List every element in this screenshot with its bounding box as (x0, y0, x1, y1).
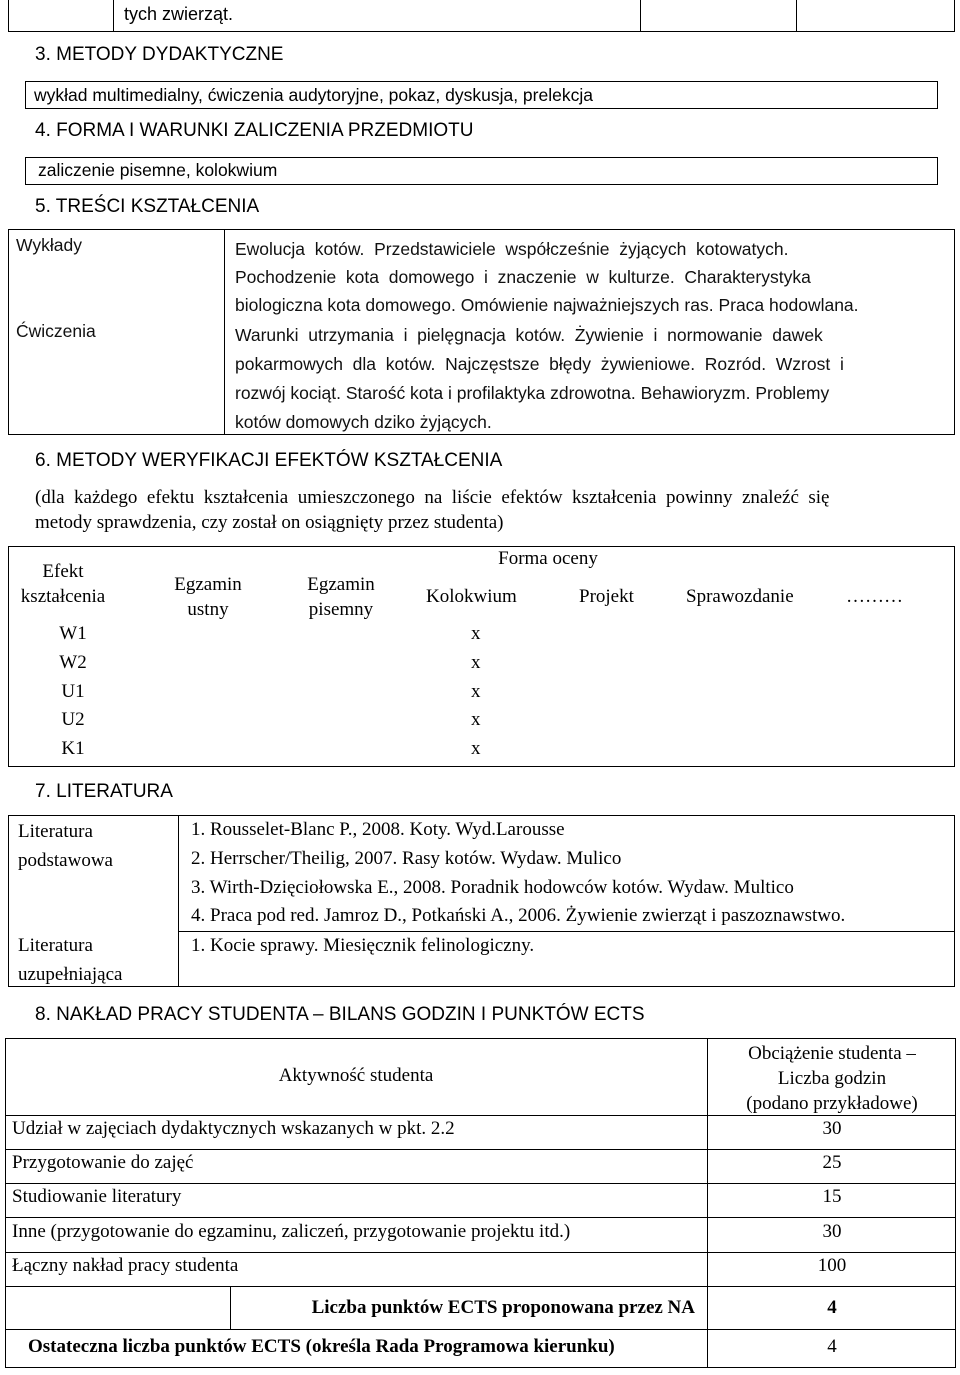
workload-hours: 15 (822, 1186, 842, 1207)
section5-table (8, 229, 955, 435)
workload-hours: 100 (817, 1255, 847, 1276)
basic-literature-label: Literatura podstawowa (18, 821, 113, 871)
workload-hours: 25 (822, 1152, 842, 1173)
section4-content (25, 157, 938, 185)
row-effect: U2 (61, 709, 85, 730)
section4-text: zaliczenie pisemne, kolokwium (38, 160, 278, 180)
row-colloquium: x (471, 623, 481, 644)
workload-activity: Udział w zajęciach dydaktycznych wskazanych w pkt. 2.2 (12, 1118, 455, 1139)
lectures-line: Ewolucja kotów. Przedstawiciele współcześnie żyjących kotowatych. (235, 239, 789, 259)
row-colloquium: x (471, 709, 481, 730)
col-load-header: Obciążenie studenta – Liczba godzin (podano przykładowe) (746, 1043, 918, 1114)
exercises-content (235, 321, 943, 437)
section6-note (35, 485, 935, 535)
literature-item: 2. Herrscher/Theilig, 2007. Rasy kotów. Wydaw. Mulico (191, 847, 622, 869)
top-row (8, 0, 955, 32)
section3-content (25, 81, 938, 109)
col-colloquium-header: Kolokwium (426, 586, 517, 607)
extra-literature-item: 1. Kocie sprawy. Miesięcznik felinologiczny. (191, 935, 535, 956)
exercises-line: pokarmowych dla kotów. Najczęstsze błędy żywieniowe. Rozród. Wzrost i (235, 354, 844, 374)
basic-literature-list (191, 816, 845, 931)
note-line: metody sprawdzenia, czy został on osiągnięty przez studenta) (35, 512, 504, 533)
lectures-label: Wykłady (16, 235, 82, 255)
workload-activity: Studiowanie literatury (12, 1186, 182, 1207)
top-row-text: tych zwierząt. (124, 4, 234, 24)
col-oral-header: Egzamin ustny (174, 574, 242, 620)
section6-heading: 6. METODY WERYFIKACJI EFEKTÓW KSZTAŁCENIA (35, 450, 503, 471)
row-effect: W1 (59, 623, 87, 644)
row-colloquium: x (471, 738, 481, 759)
workload-activity: Przygotowanie do zajęć (12, 1152, 194, 1173)
ects-proposed-label: Liczba punktów ECTS proponowana przez NA (311, 1297, 695, 1318)
col-activity-header: Aktywność studenta (278, 1065, 434, 1086)
row-colloquium: x (471, 681, 481, 702)
section4-heading: 4. FORMA I WARUNKI ZALICZENIA PRZEDMIOTU (35, 120, 474, 141)
workload-activity: Łączny nakład pracy studenta (12, 1255, 239, 1276)
row-effect: W2 (59, 652, 87, 673)
exercises-line: Warunki utrzymania i pielęgnacja kotów. Żywienie i normowanie dawek (235, 325, 823, 345)
table-row (8, 652, 955, 680)
row-colloquium: x (471, 652, 481, 673)
exercises-label: Ćwiczenia (16, 321, 96, 341)
section7-heading: 7. LITERATURA (35, 781, 173, 802)
table-row (8, 709, 955, 737)
literature-table (8, 815, 955, 987)
table-row (8, 623, 955, 651)
workload-activity: Inne (przygotowanie do egzaminu, zaliczeń, przygotowanie projektu itd.) (12, 1221, 571, 1242)
literature-item: 1. Rousselet-Blanc P., 2008. Koty. Wyd.Larousse (191, 819, 565, 840)
section3-text: wykład multimedialny, ćwiczenia audytoryjne, pokaz, dyskusja, prelekcja (34, 85, 593, 105)
lectures-content (235, 235, 943, 319)
col-more-header: ……… (846, 586, 903, 607)
workload-hours: 30 (822, 1118, 842, 1139)
ects-final-label: Ostateczna liczba punktów ECTS (określa Rada Programowa kierunku) (28, 1336, 615, 1357)
table-row (8, 738, 955, 766)
workload-hours: 30 (822, 1221, 842, 1242)
literature-item: 4. Praca pod red. Jamroz D., Potkański A., 2006. Żywienie zwierząt i paszoznawstwo. (191, 905, 846, 927)
row-effect: U1 (61, 681, 85, 702)
section5-heading: 5. TREŚCI KSZTAŁCENIA (35, 196, 260, 217)
extra-literature-label: Literatura uzupełniająca (18, 935, 123, 985)
exercises-line: rozwój kociąt. Starość kota i profilaktyka zdrowotna. Behawioryzm. Problemy (235, 383, 830, 403)
col-written-header: Egzamin pisemny (307, 574, 375, 620)
verification-table (8, 546, 955, 767)
ects-proposed-value: 4 (827, 1297, 837, 1318)
workload-table (5, 1038, 956, 1368)
lectures-line: Pochodzenie kota domowego i znaczenie w kulturze. Charakterystyka (235, 267, 811, 287)
table-row (8, 681, 955, 709)
literature-item: 3. Wirth-Dzięciołowska E., 2008. Poradnik hodowców kotów. Wydaw. Multico (191, 876, 794, 898)
note-line: (dla każdego efektu kształcenia umieszczonego na liście efektów kształcenia powinny znaleźć się (35, 487, 830, 508)
col-project-header: Projekt (579, 586, 634, 607)
col-effect-header: Efekt kształcenia (20, 561, 106, 607)
group-header: Forma oceny (498, 548, 598, 569)
lectures-line: biologiczna kota domowego. Omówienie najważniejszych ras. Praca hodowlana. (235, 295, 859, 315)
section3-heading: 3. METODY DYDAKTYCZNE (35, 44, 284, 65)
exercises-line: kotów domowych dziko żyjących. (235, 412, 492, 432)
col-report-header: Sprawozdanie (686, 586, 794, 607)
ects-final-value: 4 (827, 1336, 837, 1357)
row-effect: K1 (61, 738, 85, 759)
section8-heading: 8. NAKŁAD PRACY STUDENTA – BILANS GODZIN I PUNKTÓW ECTS (35, 1004, 645, 1025)
